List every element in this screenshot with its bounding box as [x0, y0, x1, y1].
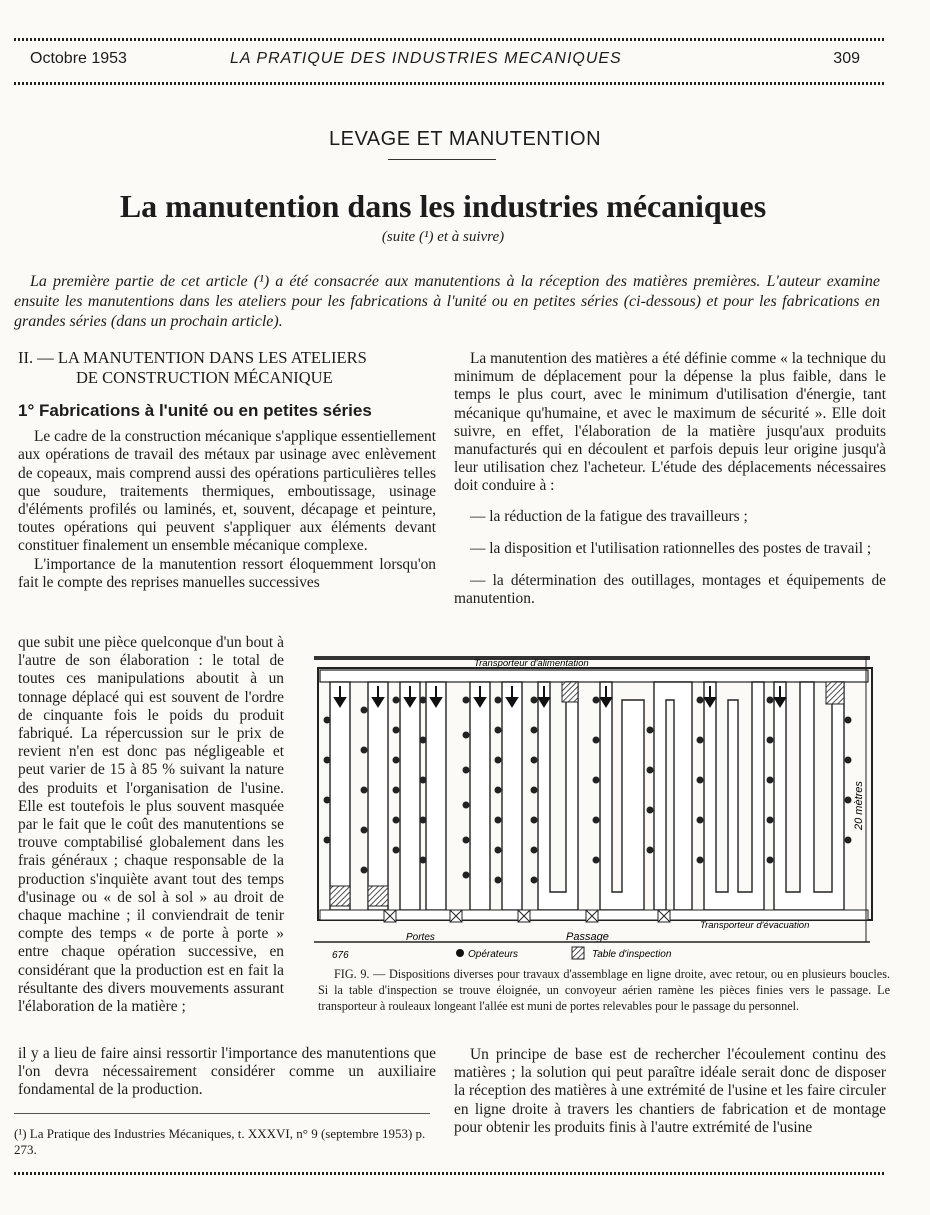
assembly-line: [330, 682, 350, 910]
top-dotted-rule: [14, 38, 886, 41]
left-column-narrow: [18, 634, 284, 1016]
inspection-legend-label: Table d'inspection: [592, 949, 672, 960]
intro-paragraph: [14, 272, 880, 332]
inspection-table: [368, 886, 388, 906]
dimension-label: 20 mètres: [853, 781, 865, 830]
assembly-line: [368, 682, 388, 910]
requirements-list: [454, 508, 886, 609]
evacuation-conveyor-label: Transporteur d'évacuation: [700, 920, 810, 931]
left-paragraph-2-middle: que subit une pièce quelconque d'un bout à l'autre de son élaboration : le total de toutes ces manipulations aboutit à un tonnage déplacé qui est souvent de l'ordre de cinquante fois le poids du produit fabriqué. La répercussion sur le prix de revient n'en est donc pas négligeable et peut varier de 15 à 85 % suivant la nature des produits et l'organisation de l'usine. Elle est toutefois le plus souvent masquée par le fait que le coût des manutentions se trouve comptabilisé globalement dans les frais généraux ; chaque responsable de la production s'inquiète avant tout des temps d'usinage ou « de sol à sol » au droit de chaque machine ; il conviendrait de tenir compte des temps « de porte à porte » entre chaque opération successive, en considérant que la production est en fait la résultante des divers mouvements assurant l'élaboration de la matière ;: [18, 634, 284, 1016]
multi-loop-line: [704, 682, 764, 910]
footnote-text: (¹) La Pratique des Industries Mécaniques, t. XXXVI, n° 9 (septembre 1953) p. 273.: [14, 1126, 426, 1157]
caption-text: FIG. 9. — Dispositions diverses pour travaux d'assemblage en ligne droite, avec retour, ou en plusieurs boucles. Si la table d'inspection se trouve éloignée, un convoyeur aérien ramène les pièces finies vers le passage. Le transporteur à rouleaux longeant l'allée est muni de portes relevables pour le passage du personnel.: [318, 967, 890, 1013]
right-column-bottom: [454, 1046, 886, 1137]
return-loop-line: [654, 682, 692, 910]
right-paragraph-bottom: Un principe de base est de rechercher l'écoulement continu des matières ; la solution qui peut paraître idéale serait donc de disposer la réception des matières à une extrémité de l'usine et les faire circuler en ligne droite à travers les chantiers de fabrication et de montage pour obtenir les produits finis à l'autre extrémité de l'usine: [454, 1046, 886, 1136]
operator-legend-icon: [456, 949, 464, 957]
bottom-dotted-rule: [14, 1172, 886, 1175]
figure-caption: [318, 966, 890, 1014]
section-underline: [388, 159, 496, 160]
operators-legend-label: Opérateurs: [468, 949, 519, 960]
section-heading-line2: DE CONSTRUCTION MÉCANIQUE: [76, 368, 333, 387]
article-title: La manutention dans les industries mécaniques: [119, 188, 767, 224]
left-column-bottom: [18, 1045, 436, 1100]
assembly-line: [502, 682, 522, 910]
list-item: — la réduction de la fatigue des travailleurs ;: [470, 507, 748, 525]
list-item: — la détermination des outillages, montages et équipements de manutention.: [454, 572, 886, 608]
header-date: Octobre 1953: [30, 50, 127, 67]
inspection-table: [562, 682, 578, 702]
assembly-line: [426, 682, 446, 910]
top-wall: [314, 656, 870, 660]
left-paragraph-2-start: L'importance de la manutention ressort éloquemment lorsqu'on fait le compte des reprises manuelles successives: [18, 555, 436, 591]
left-column-top: [18, 348, 436, 592]
header-journal-title: LA PRATIQUE DES INDUSTRIES MECANIQUES: [230, 50, 622, 67]
section-heading: LEVAGE ET MANUTENTION: [328, 128, 602, 150]
intro-text: La première partie de cet article (¹) a été consacrée aux manutentions à la réception des matières premières. L'auteur examine ensuite les manutentions dans les ateliers pour les fabrications à l'unité ou en petites séries (ci-dessous) et pour les fabrications en grandes séries (dans un prochain article).: [14, 273, 880, 330]
inspection-table: [826, 682, 844, 704]
running-header: [30, 50, 860, 74]
multi-loop-line: [774, 682, 844, 910]
return-loop-line: [600, 682, 644, 910]
header-dotted-rule: [14, 82, 886, 85]
list-item: — la disposition et l'utilisation rationnelles des postes de travail ;: [470, 539, 872, 557]
figure-assembly-layout: [314, 650, 892, 966]
footnote: [14, 1126, 434, 1158]
article-subtitle: (suite (¹) et à suivre): [381, 229, 505, 245]
footnote-rule: [14, 1113, 430, 1114]
feed-conveyor: [320, 670, 868, 682]
return-loop-line: [538, 682, 578, 910]
section-heading-line1: II. — LA MANUTENTION DANS LES ATELIERS: [18, 348, 367, 367]
subsection-heading: 1° Fabrications à l'unité ou en petites séries: [18, 401, 372, 420]
assembly-line: [400, 682, 420, 910]
passage-label: Passage: [566, 931, 609, 943]
right-column-top: [454, 350, 886, 622]
header-page-number: 309: [833, 50, 860, 67]
layout-diagram: [314, 650, 892, 966]
assembly-line: [470, 682, 490, 910]
left-paragraph-2-end: il y a lieu de faire ainsi ressortir l'importance des manutentions que l'on devra nécessairement considérer comme un auxiliaire fondamental de la production.: [18, 1045, 436, 1099]
left-paragraph-1: Le cadre de la construction mécanique s'applique essentiellement aux opérations de travail des métaux par usinage avec enlèvement de copeaux, mais comprend aussi des opérations particulières telles que soudure, traitements thermiques, emboutissage, usinage d'éléments profilés ou laminés, et, souvent, décapage et peinture, toutes opérations qui peuvent s'appliquer aux éléments devant constituer finalement un ensemble mécanique complexe.: [18, 428, 436, 555]
inspection-table: [330, 886, 350, 906]
right-paragraph-1: La manutention des matières a été définie comme « la technique du minimum de déplacement pour la dépense la plus faible, dans le temps le plus court, avec le minimum d'utilisation d'énergie, tant mécanique qu'humaine, et avec le maximum de sécurité ». Elle doit suivre, en effet, l'élaboration de la matière jusqu'aux produits manufacturés qui en découlent et parfois depuis leur origine jusqu'à leur utilisation chez l'acheteur. L'étude des déplacements nécessaires doit conduire à :: [454, 350, 886, 495]
inspection-legend-icon: [572, 947, 584, 959]
doors-label: Portes: [406, 932, 435, 943]
assembly-lines: [330, 682, 844, 910]
feed-conveyor-label: Transporteur d'alimentation: [474, 658, 589, 669]
figure-id-label: 676: [332, 950, 349, 961]
